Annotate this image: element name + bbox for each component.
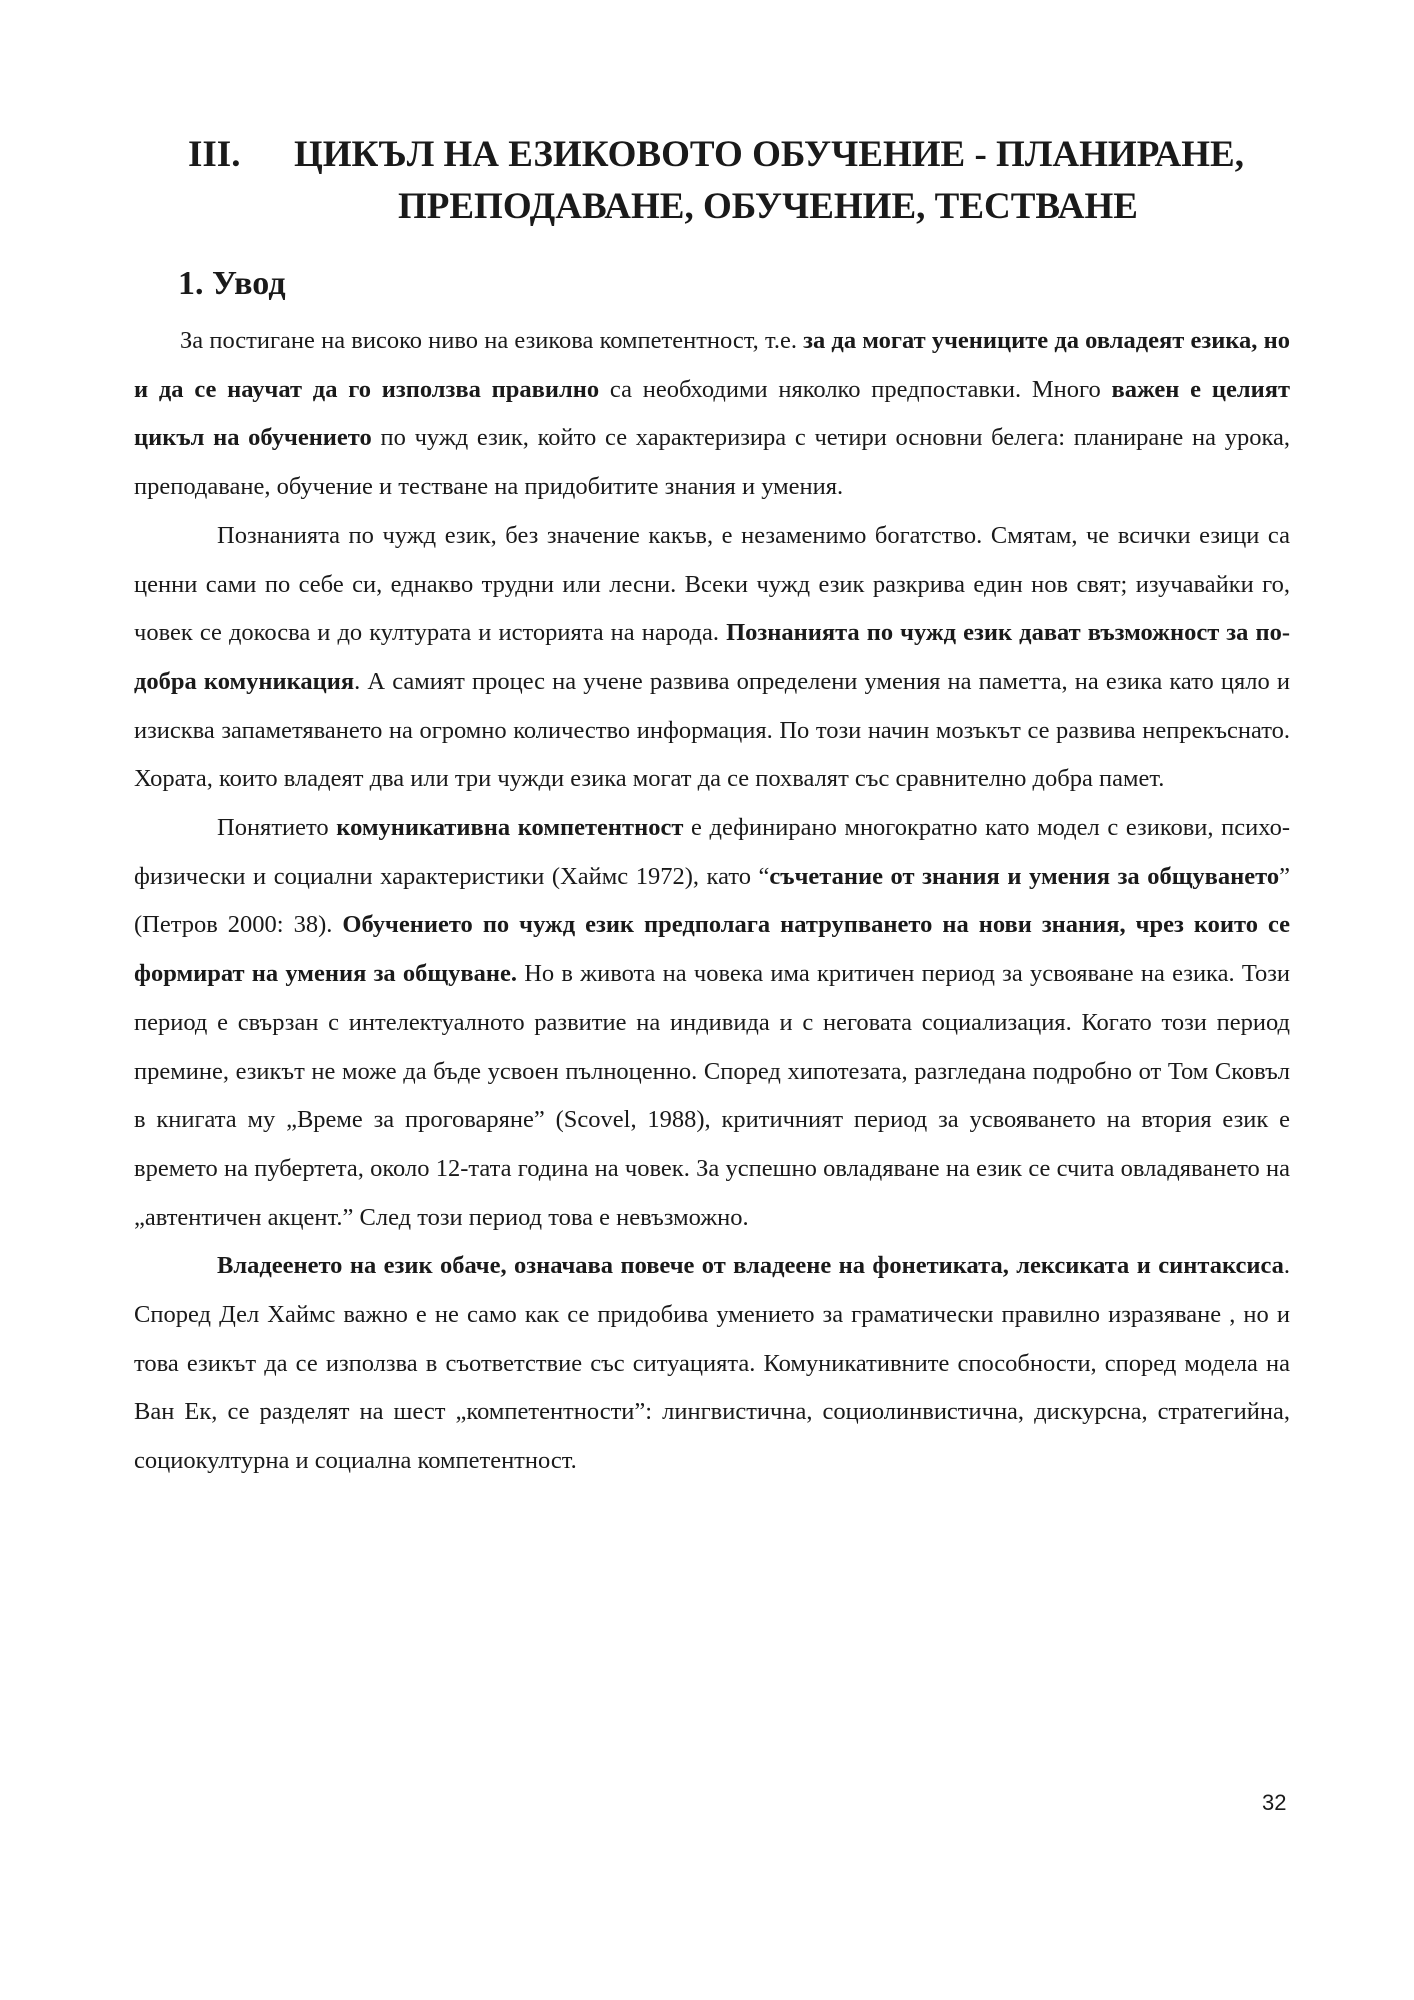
bold-text-run: важен е целият цикъл на обучението bbox=[134, 375, 1290, 452]
text-run: по чужд език, който се характеризира с четири основни белега: планиране на урока, преподаване, обучение и тестване на придобитите знания и умения. bbox=[134, 424, 1290, 501]
text-run: Познанията по чужд език, без значение какъв, е незаменимо богатство. Смятам, че всички езици са ценни сами по себе си, еднакво трудни или лесни. Всеки чужд език разкрива един нов свят; изучавайки го, човек се докосва и до културата и историята на народа. bbox=[134, 521, 1290, 647]
text-run: За постигане на високо ниво на езикова компетентност, т.е. bbox=[180, 327, 804, 354]
bold-text-run: Обучението по чужд език предполага натрупването на нови знания, чрез които се формират на умения за общуване. bbox=[134, 911, 1291, 988]
text-run: . Според Дел Хаймс важно е не само как се придобива умението за граматически правилно изразяване , но и това езикът да се използва в съответствие със ситуацията. Комуникативните способности, според модела на Ван Ек, се разделят на шест „компетентности”: лингвистична, социолинвистична, дискурсна, стратегийна, социокултурна и социална компетентност. bbox=[134, 1252, 1290, 1475]
paragraph-3 bbox=[134, 804, 1290, 1242]
text-run: Понятието bbox=[217, 814, 337, 842]
paragraph-2 bbox=[134, 512, 1290, 804]
bold-text-run: за да могат учениците да овладеят езика, но и да се научат да го използва правилно bbox=[134, 327, 1290, 403]
bold-text-run: съчетание от знания и умения за общуването bbox=[769, 862, 1280, 890]
text-run: е дефинирано многократно като модел с езикови, психо-физически и социални характеристики (Хаймс 1972), като “ bbox=[134, 814, 1290, 890]
chapter-title-line-1: ЦИКЪЛ НА ЕЗИКОВОТО ОБУЧЕНИЕ - ПЛАНИРАНЕ, bbox=[294, 134, 1244, 175]
paragraph-4 bbox=[134, 1242, 1290, 1486]
bold-text-run: комуникативна компетентност bbox=[336, 814, 684, 842]
chapter-title-line-2: ПРЕПОДАВАНЕ, ОБУЧЕНИЕ, ТЕСТВАНЕ bbox=[398, 186, 1138, 227]
section-heading: 1. Увод bbox=[178, 265, 286, 302]
text-run: са необходими няколко предпоставки. Много bbox=[599, 375, 1112, 403]
text-run: ” (Петров 2000: 38). bbox=[134, 862, 1290, 939]
body-text bbox=[134, 317, 1290, 1486]
bold-text-run: Познанията по чужд език дават възможност за по-добра комуникация bbox=[134, 619, 1290, 695]
text-run: Но в живота на човека има критичен период за усвояване на езика. Този период е свързан с интелектуалното развитие на индивида и с неговата социализация. Когато този период премине, езикът не може да бъде усвоен пълноценно. Според хипотезата, разгледана подробно от Том Сковъл в книгата му „Време за проговаряне” (Scovel, 1988), критичният период за усвояването на втория език е времето на пубертета, около 12-тата година на човек. За успешно овладяване на език се счита овладяването на „автентичен акцент.” След този период това е невъзможно. bbox=[134, 960, 1290, 1231]
chapter-number: III. bbox=[188, 134, 241, 175]
page-number: 32 bbox=[1262, 1790, 1287, 1815]
bold-text-run: Владеенето на език обаче, означава повече от владеене на фонетиката, лексиката и синтаксиса bbox=[217, 1252, 1284, 1280]
paragraph-1 bbox=[134, 317, 1290, 512]
text-run: . А самият процес на учене развива определени умения на паметта, на езика като цяло и изисква запаметяването на огромно количество информация. По този начин мозъкът се развива непрекъснато. Хората, които владеят два или три чужди езика могат да се похвалят със сравнително добра памет. bbox=[134, 667, 1291, 793]
